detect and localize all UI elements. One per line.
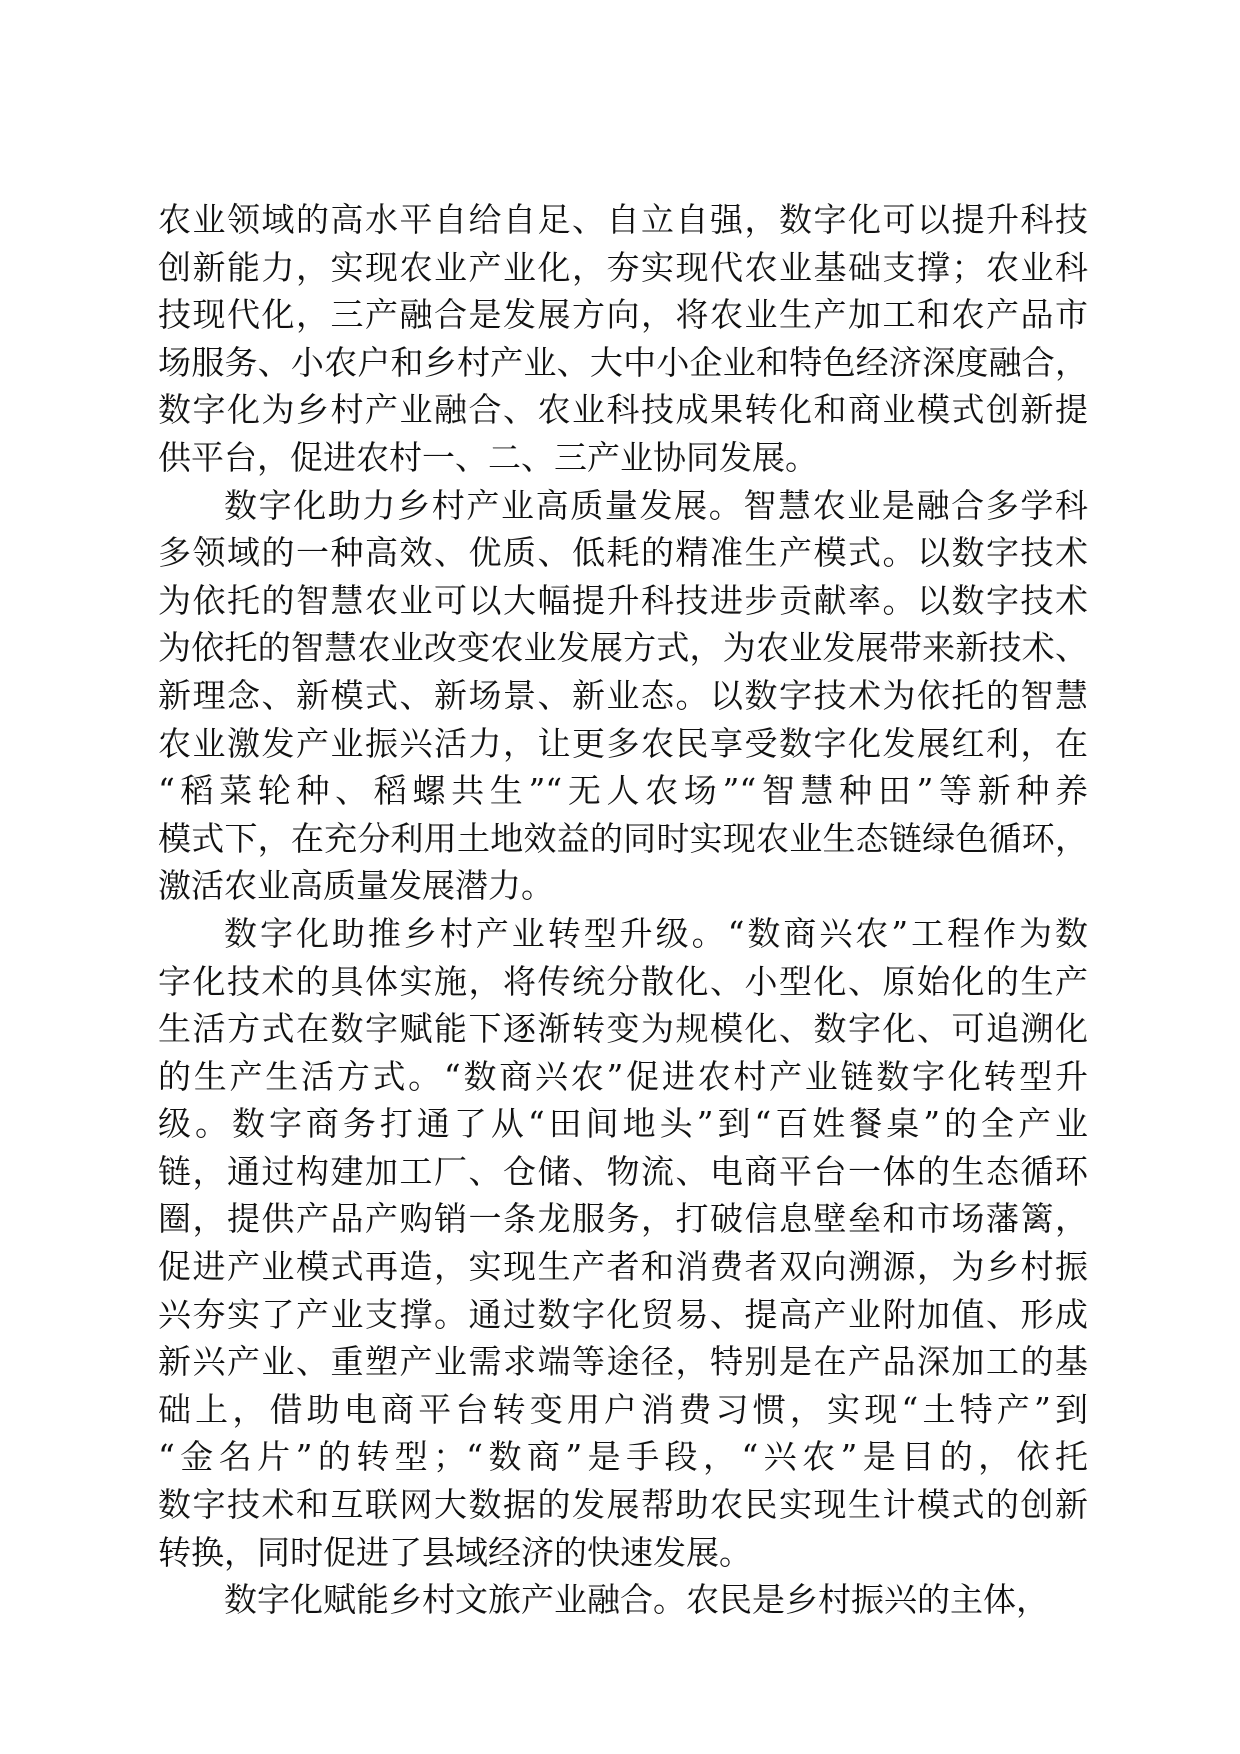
text-line: 数字化助推乡村产业转型升级。“数商兴农”工程作为数 bbox=[224, 913, 1088, 953]
text-line: 数字化为乡村产业融合、农业科技成果转化和商业模式创新提 bbox=[158, 390, 1088, 430]
text-line: 级。数字商务打通了从“田间地头”到“百姓餐桌”的全产业 bbox=[158, 1104, 1088, 1144]
text-line: 圈，提供产品产购销一条龙服务，打破信息壁垒和市场藩篱， bbox=[158, 1199, 1088, 1239]
text-line: 农业领域的高水平自给自足、自立自强，数字化可以提升科技 bbox=[158, 200, 1088, 239]
text-line: 供平台，促进农村一、二、三产业协同发展。 bbox=[158, 437, 818, 477]
text-line: 链，通过构建加工厂、仓储、物流、电商平台一体的生态循环 bbox=[158, 1151, 1088, 1191]
text-line: 创新能力，实现农业产业化，夯实现代农业基础支撑；农业科 bbox=[158, 247, 1088, 287]
text-line: 激活农业高质量发展潜力。 bbox=[158, 866, 554, 906]
text-line: 模式下，在充分利用土地效益的同时实现农业生态链绿色循环， bbox=[158, 818, 1088, 858]
paragraph bbox=[158, 482, 1088, 910]
text-line: 数字化助力乡村产业高质量发展。智慧农业是融合多学科 bbox=[224, 485, 1088, 525]
text-line: 技现代化，三产融合是发展方向，将农业生产加工和农产品市 bbox=[158, 295, 1088, 335]
text-line: 字化技术的具体实施，将传统分散化、小型化、原始化的生产 bbox=[158, 961, 1088, 1001]
text-line: 多领域的一种高效、优质、低耗的精准生产模式。以数字技术 bbox=[158, 533, 1088, 573]
text-line: 新理念、新模式、新场景、新业态。以数字技术为依托的智慧 bbox=[158, 675, 1088, 715]
text-line: 为依托的智慧农业可以大幅提升科技进步贡献率。以数字技术 bbox=[158, 580, 1088, 620]
paragraph bbox=[158, 910, 1088, 1576]
body-text bbox=[158, 196, 1088, 1624]
text-line: 生活方式在数字赋能下逐渐转变为规模化、数字化、可追溯化 bbox=[158, 1009, 1088, 1049]
text-line: 数字化赋能乡村文旅产业融合。农民是乡村振兴的主体， bbox=[224, 1580, 1049, 1620]
text-line: 数字技术和互联网大数据的发展帮助农民实现生计模式的创新 bbox=[158, 1485, 1088, 1525]
text-line: 兴夯实了产业支撑。通过数字化贸易、提高产业附加值、形成 bbox=[158, 1294, 1088, 1334]
text-line: 促进产业模式再造，实现生产者和消费者双向溯源，为乡村振 bbox=[158, 1247, 1088, 1287]
text-line: 础上，借助电商平台转变用户消费习惯，实现“土特产”到 bbox=[158, 1389, 1088, 1429]
text-line: 的生产生活方式。“数商兴农”促进农村产业链数字化转型升 bbox=[158, 1056, 1088, 1096]
text-line: 转换，同时促进了县域经济的快速发展。 bbox=[158, 1532, 752, 1572]
paragraph bbox=[158, 1576, 1088, 1624]
text-line: 为依托的智慧农业改变农业发展方式，为农业发展带来新技术、 bbox=[158, 628, 1088, 668]
text-line: “金名片”的转型；“数商”是手段，“兴农”是目的，依托 bbox=[158, 1437, 1088, 1477]
text-line: “稻菜轮种、稻螺共生”“无人农场”“智慧种田”等新种养 bbox=[158, 771, 1088, 811]
paragraph bbox=[158, 196, 1088, 482]
text-line: 新兴产业、重塑产业需求端等途径，特别是在产品深加工的基 bbox=[158, 1342, 1088, 1382]
text-line: 场服务、小农户和乡村产业、大中小企业和特色经济深度融合， bbox=[158, 342, 1088, 382]
text-line: 农业激发产业振兴活力，让更多农民享受数字化发展红利，在 bbox=[158, 723, 1088, 763]
